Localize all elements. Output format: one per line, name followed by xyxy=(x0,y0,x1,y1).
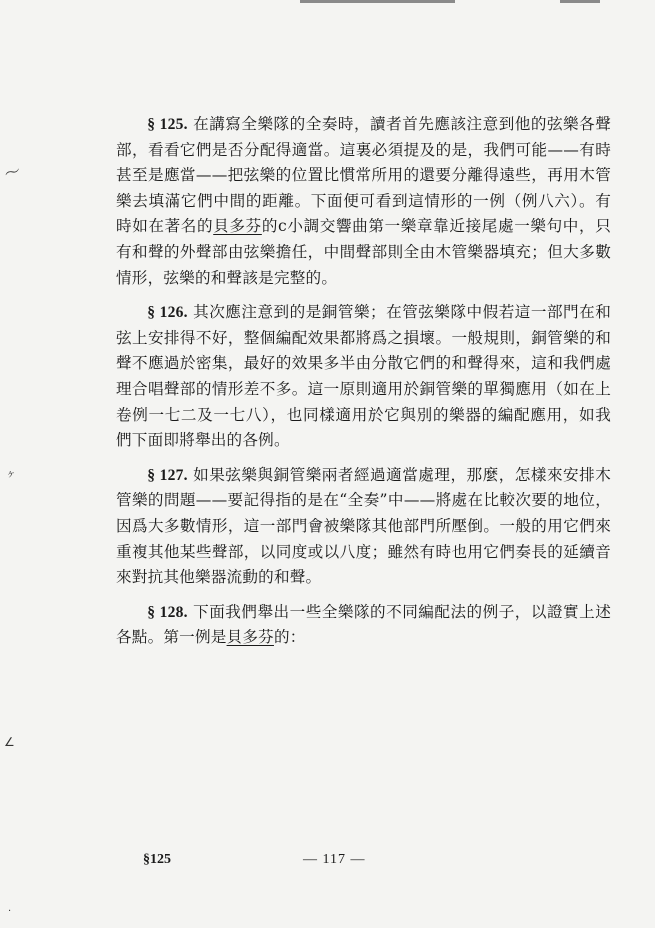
margin-pen-mark: · xyxy=(8,906,12,917)
section-number: § 128. xyxy=(147,603,188,621)
page-number: — 117 — xyxy=(303,852,366,867)
footer-section-number: §125 xyxy=(143,852,171,867)
text-segment: 在講寫全樂隊的全奏時，讀者首先應該注意到他的弦樂各聲部，看看它們是否分配得適當。這裏必須提及的是，我們可能——有時甚至是應當——把弦樂的位置比慣常所用的還要分離得遠些，再用木管樂去填滿它們中間的距離。下面便可看到這情形的一例（例八六）。有時如在著名的 xyxy=(116,115,611,236)
body-text xyxy=(116,112,611,660)
paragraph xyxy=(116,600,611,651)
paragraph xyxy=(116,463,611,591)
text-segment: 下面我們舉出一些全樂隊的不同編配法的例子，以證實上述各點。第一例是 xyxy=(116,602,611,647)
scan-edge-mark xyxy=(560,0,600,3)
composer-name: 貝多芬 xyxy=(213,217,262,236)
section-number: § 125. xyxy=(147,116,188,133)
text-segment: 的c小調交響曲第一樂章靠近接尾處一樂句中，只有和聲的外聲部由弦樂擔任，中間聲部則全由木管樂器填充；但大多數情形，弦樂的和聲該是完整的。 xyxy=(116,217,611,287)
margin-pen-mark: ヶ xyxy=(6,469,16,480)
scan-edge-mark xyxy=(300,0,455,3)
paragraph xyxy=(116,112,611,291)
composer-name: 貝多芬 xyxy=(226,628,274,647)
paragraph xyxy=(116,300,611,454)
text-segment: 如果弦樂與銅管樂兩者經過適當處理，那麼，怎樣來安排木管樂的問題——要記得指的是在“全奏”中——將處在比較次要的地位，因爲大多數情形，這一部門會被樂隊其他部門所壓倒。一般的用它們來重複其他某些聲部，以同度或以八度；雖然有時也用它們奏長的延續音來對抗其他樂器流動的和聲。 xyxy=(116,465,611,587)
text-segment: 的： xyxy=(273,628,306,647)
section-number: § 127. xyxy=(147,466,188,484)
text-segment: 其次應注意到的是銅管樂；在管弦樂隊中假若這一部門在和弦上安排得不好，整個編配效果都將爲之損壞。一般規則，銅管樂的和聲不應過於密集，最好的效果多半由分散它們的和聲得來，這和我們處理合唱聲部的情形差不多。這一原則適用於銅管樂的單獨應用（如在上卷例一七二及一七八），也同樣適用於它與別的樂器的編配應用，如我們下面即將舉出的各例。 xyxy=(116,303,611,450)
margin-pen-mark: 〜 xyxy=(1,160,24,185)
margin-pen-mark: ∠ xyxy=(4,735,15,749)
section-number: § 126. xyxy=(147,304,188,322)
